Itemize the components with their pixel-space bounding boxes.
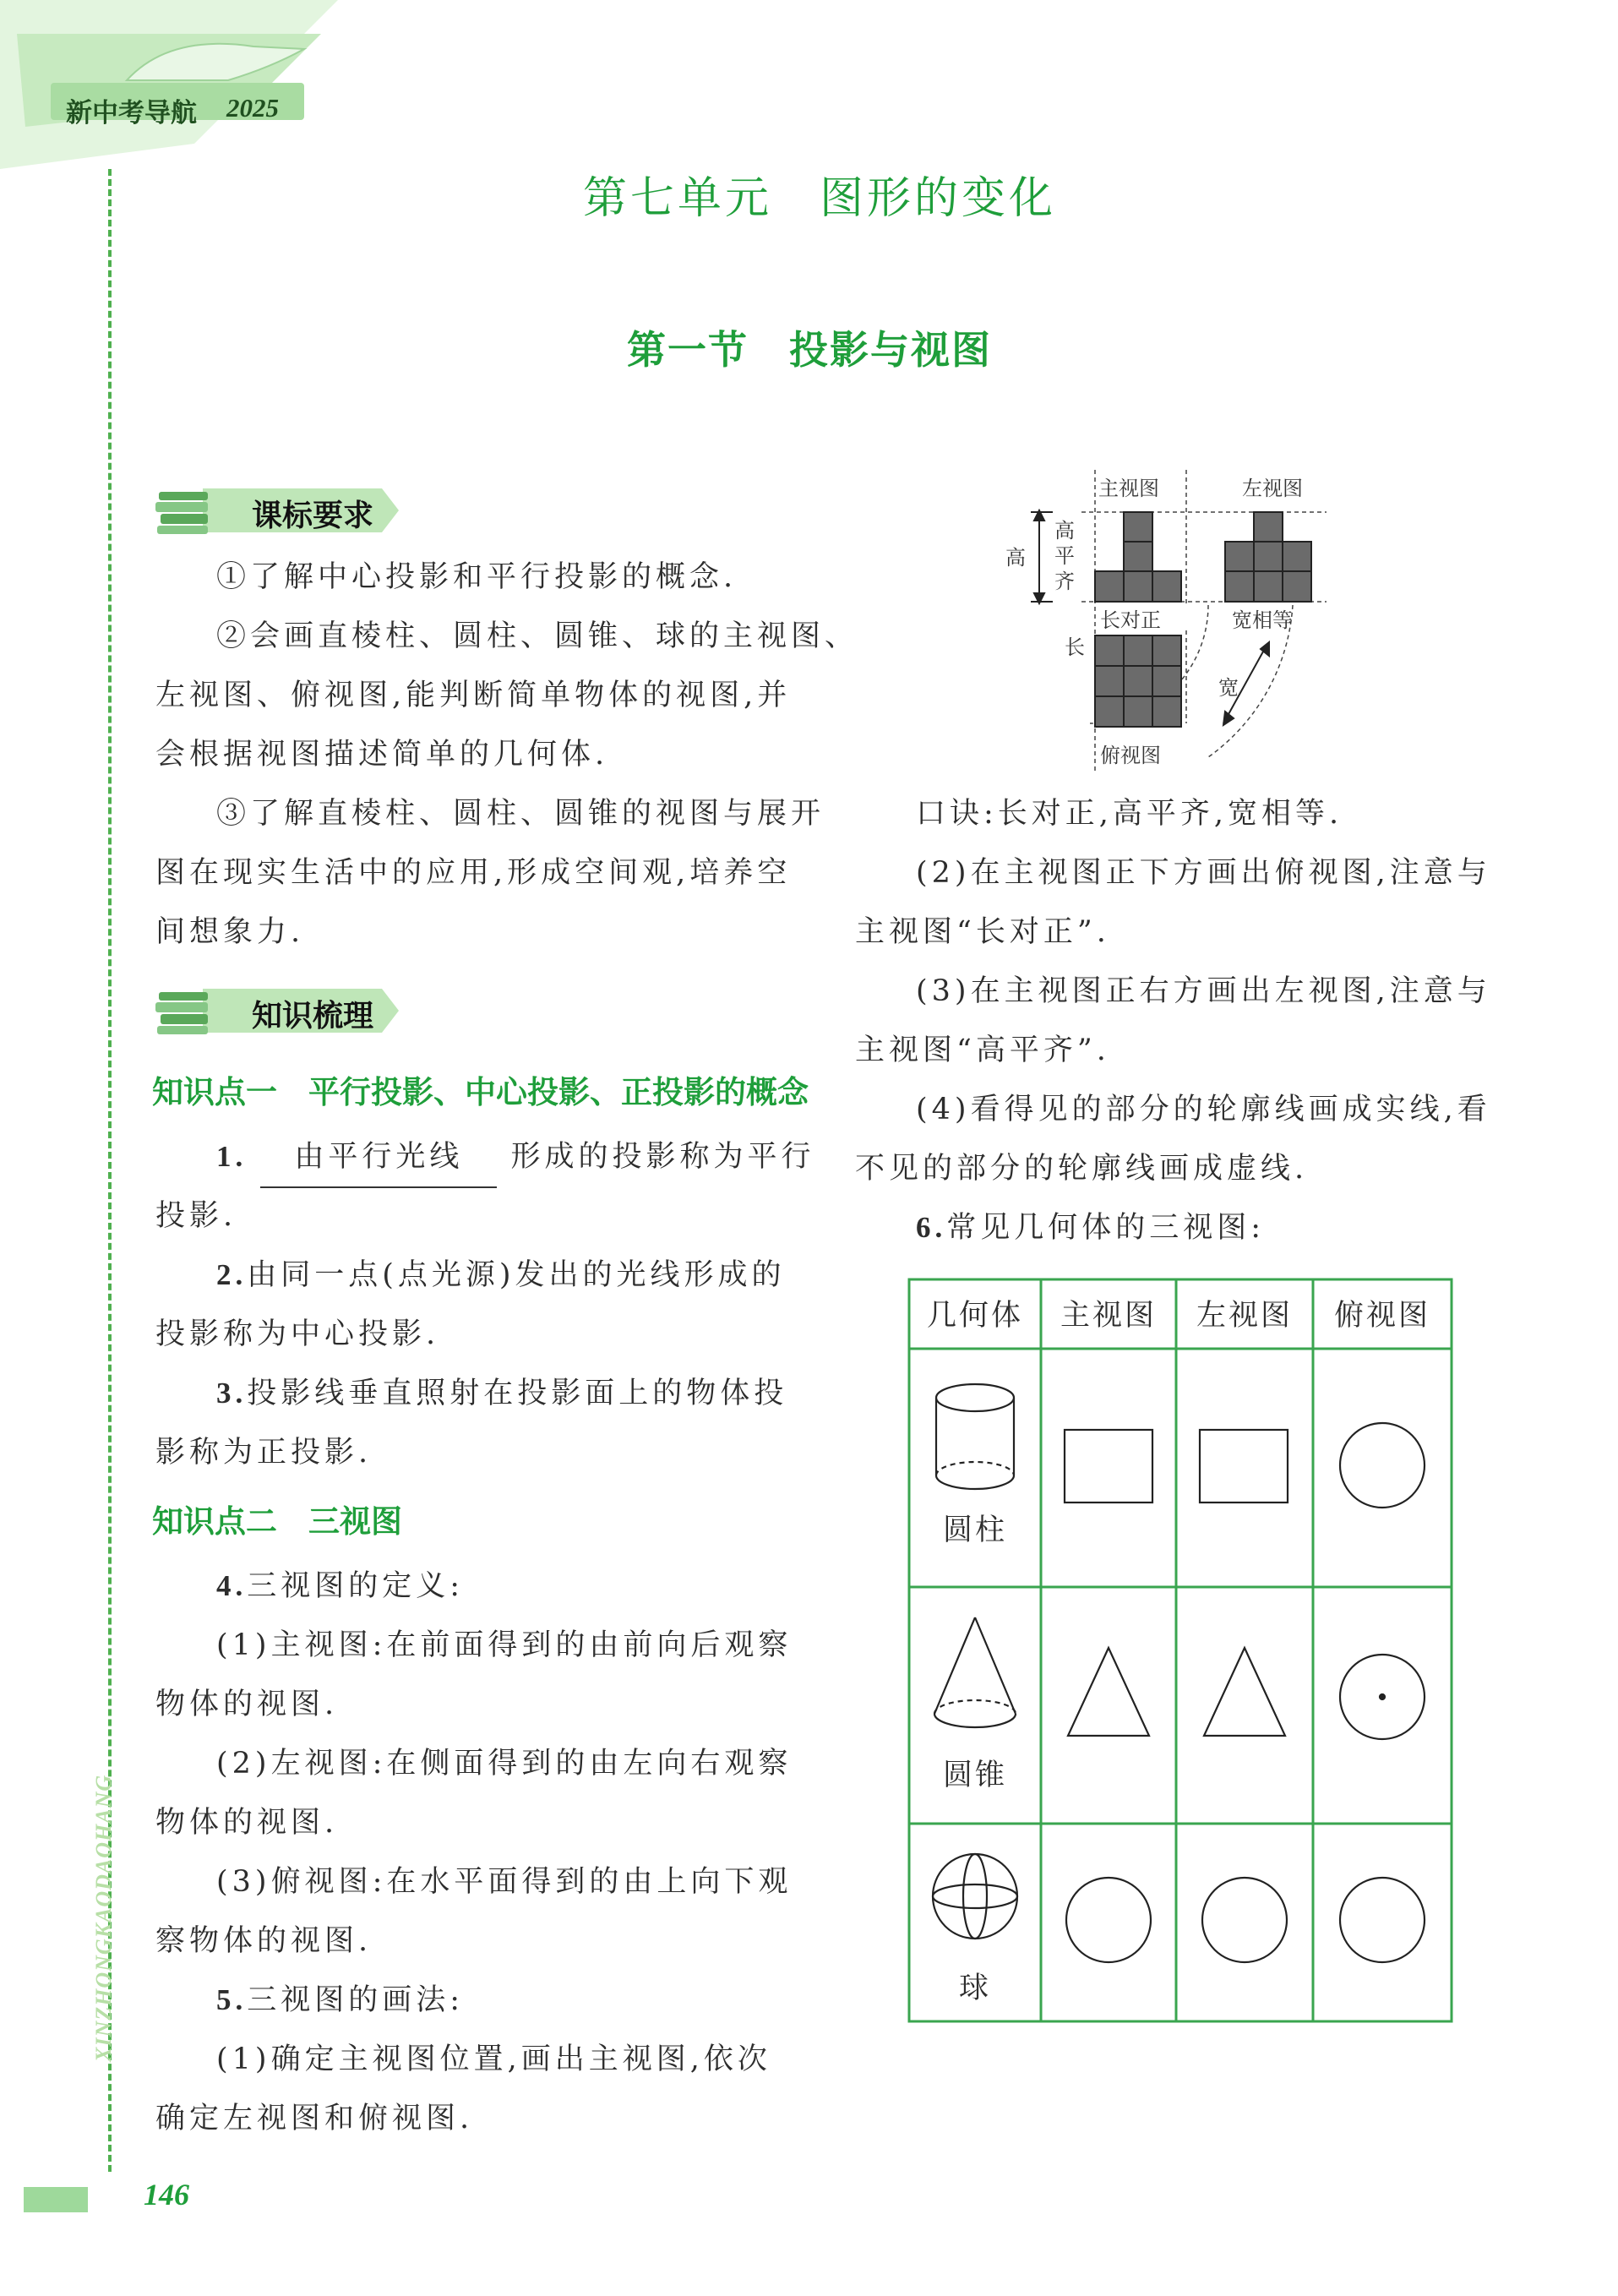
- item6: [916, 1198, 1265, 1257]
- banner-knowledge-label: 知识梳理: [252, 999, 374, 1033]
- cone-solid-icon: [934, 1617, 1016, 1727]
- req-line-4: 会根据视图描述简单的几何体.: [155, 738, 609, 772]
- diagram-front-label: 主视图: [1098, 477, 1159, 500]
- row-label-cone: 圆锥: [942, 1759, 1008, 1792]
- cone-left-view-triangle: [1204, 1648, 1285, 1736]
- diagram-width: 宽: [1218, 676, 1239, 700]
- kp2-left-view-a: (2)左视图:在侧面得到的由左向右观察: [216, 1747, 793, 1781]
- kp1-item3-text: 投影线垂直照射在投影面上的物体投: [247, 1377, 788, 1410]
- page-number: 146: [144, 2178, 189, 2211]
- row-label-cylinder: 圆柱: [942, 1513, 1008, 1547]
- sphere-left-view-circle: [1202, 1878, 1287, 1962]
- sphere-front-view-circle: [1066, 1878, 1151, 1962]
- kp1-item1: [216, 1127, 815, 1188]
- row-label-sphere: 球: [958, 1972, 992, 2005]
- step4-b: 不见的部分的轮廓线画成虚线.: [855, 1152, 1309, 1186]
- diagram-height-equal-2: 平: [1054, 544, 1075, 568]
- kp2-left-view-b: 物体的视图.: [155, 1806, 339, 1840]
- step3-a: (3)在主视图正右方画出左视图,注意与: [916, 974, 1491, 1008]
- req-line-3: 左视图、俯视图,能判断简单物体的视图,并: [155, 679, 792, 712]
- kp1-item2: [216, 1246, 786, 1305]
- banner-requirements-label: 课标要求: [252, 499, 374, 533]
- kp2-item5-text: 三视图的画法:: [247, 1983, 465, 2017]
- table-header-front: 主视图: [1060, 1299, 1158, 1333]
- kp2-step1-b: 确定左视图和俯视图.: [155, 2102, 474, 2135]
- item6-text: 常见几何体的三视图:: [946, 1211, 1266, 1245]
- req-line-5: ③了解直棱柱、圆柱、圆锥的视图与展开: [216, 797, 825, 831]
- kp1-item3: [216, 1364, 787, 1423]
- header-corner-decoration: [0, 0, 338, 169]
- diagram-height: 高: [1005, 546, 1026, 570]
- kp1-item3-cont: 影称为正投影.: [155, 1436, 373, 1470]
- sphere-solid-icon: [933, 1854, 1017, 1939]
- cone-front-view-triangle: [1068, 1648, 1149, 1736]
- kp2-item4-num: 4.: [216, 1569, 248, 1602]
- kp2-item5-num: 5.: [216, 1983, 248, 2016]
- left-view-blocks: [1225, 512, 1311, 602]
- kp2-main-view-a: (1)主视图:在前面得到的由前向后观察: [216, 1628, 793, 1662]
- req-line-2: ②会画直棱柱、圆柱、圆锥、球的主视图、: [216, 619, 859, 653]
- item6-num: 6.: [916, 1211, 947, 1244]
- req-line-1: ①了解中心投影和平行投影的概念.: [216, 560, 738, 594]
- kp2-item5: [216, 1971, 464, 2030]
- kp1-item1-rest: 形成的投影称为平行: [510, 1140, 815, 1174]
- kp1-item1-num: 1.: [216, 1140, 248, 1173]
- kp2-top-view-b: 察物体的视图.: [155, 1924, 373, 1958]
- kp1-item2-text: 由同一点(点光源)发出的光线形成的: [247, 1258, 786, 1292]
- banner-requirements: [152, 477, 422, 548]
- diagram-length: 长: [1065, 635, 1085, 659]
- section-title: 第一节 投影与视图: [627, 327, 992, 373]
- kp2-step1-a: (1)确定主视图位置,画出主视图,依次: [216, 2042, 771, 2076]
- cone-apex-dot: [1380, 1694, 1385, 1699]
- req-line-7: 间想象力.: [155, 915, 305, 949]
- diagram-left-label: 左视图: [1242, 477, 1303, 500]
- kp1-item3-num: 3.: [216, 1377, 248, 1410]
- diagram-length-equal: 长对正: [1100, 608, 1161, 632]
- front-view-blocks: [1095, 512, 1181, 602]
- brand-name: 新中考导航: [66, 98, 197, 128]
- table-header-solid: 几何体: [926, 1299, 1024, 1333]
- diagram-height-equal-1: 高: [1054, 519, 1075, 543]
- cylinder-left-view-rect: [1200, 1430, 1288, 1502]
- rhyme-line: 口诀:长对正,高平齐,宽相等.: [916, 797, 1343, 831]
- cylinder-top-view-circle: [1340, 1423, 1425, 1508]
- kp2-main-view-b: 物体的视图.: [155, 1688, 339, 1721]
- sphere-top-view-circle: [1340, 1878, 1425, 1962]
- table-header-left: 左视图: [1196, 1299, 1294, 1333]
- kp1-item1-blank: 由平行光线: [260, 1127, 497, 1188]
- kp2-item4-text: 三视图的定义:: [247, 1569, 465, 1603]
- cylinder-front-view-rect: [1065, 1430, 1152, 1502]
- kp2-top-view-a: (3)俯视图:在水平面得到的由上向下观: [216, 1865, 793, 1899]
- unit-title: 第七单元 图形的变化: [583, 173, 1057, 224]
- step2-b: 主视图“长对正”.: [855, 915, 1110, 949]
- diagram-width-equal: 宽相等: [1232, 608, 1293, 632]
- step2-a: (2)在主视图正下方画出俯视图,注意与: [916, 856, 1491, 890]
- req-line-6: 图在现实生活中的应用,形成空间观,培养空: [155, 856, 792, 890]
- kp2-title: 知识点二 三视图: [152, 1503, 402, 1540]
- table-header-top: 俯视图: [1333, 1299, 1431, 1333]
- step3-b: 主视图“高平齐”.: [855, 1033, 1110, 1067]
- kp1-item2-num: 2.: [216, 1258, 248, 1291]
- diagram-height-equal-3: 齐: [1054, 570, 1075, 593]
- top-view-blocks: [1095, 635, 1181, 727]
- kp1-item1-cont: 投影.: [155, 1199, 237, 1233]
- kp1-item2-cont: 投影称为中心投影.: [155, 1317, 440, 1351]
- kp2-item4: [216, 1557, 464, 1616]
- kp1-title: 知识点一 平行投影、中心投影、正投影的概念: [152, 1074, 809, 1110]
- three-view-table: [907, 1278, 1453, 2023]
- side-watermark-text: XINZHONGKAODAOHANG: [91, 1774, 116, 2062]
- banner-knowledge: [152, 977, 422, 1048]
- cylinder-solid-icon: [936, 1384, 1014, 1489]
- brand-year: 2025: [226, 93, 279, 123]
- diagram-top-label: 俯视图: [1100, 744, 1161, 767]
- step4-a: (4)看得见的部分的轮廓线画成实线,看: [916, 1093, 1491, 1126]
- footer-bar: [24, 2187, 88, 2212]
- three-view-diagram: [1005, 470, 1343, 774]
